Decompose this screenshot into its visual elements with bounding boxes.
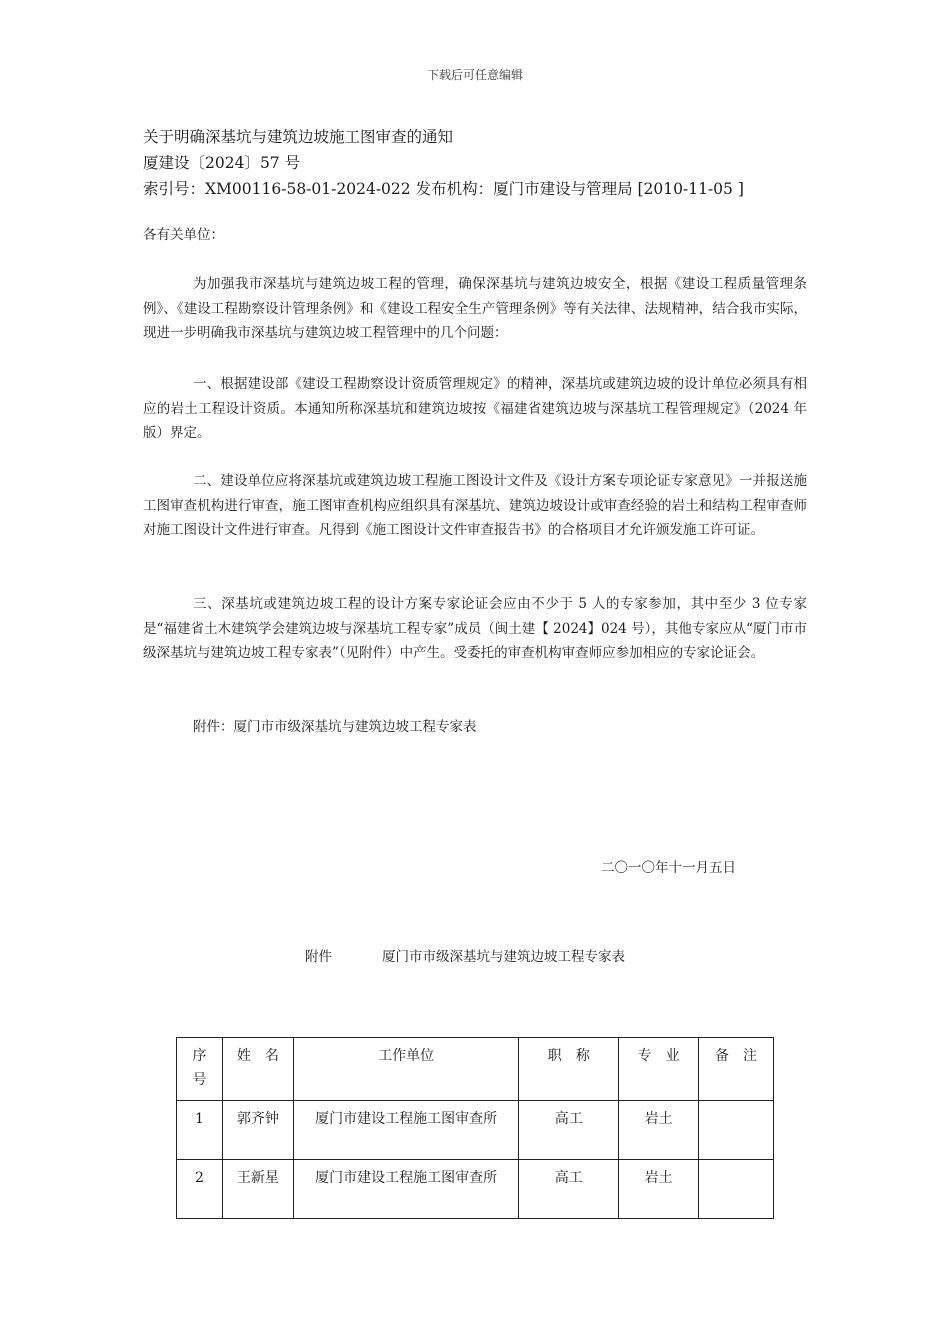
item-2-paragraph: 二、建设单位应将深基坑或建筑边坡工程施工图设计文件及《设计方案专项论证专家意见》一并报送施工图审查机构进行审查，施工图审查机构应组织具有深基坑、建筑边坡设计或审查经验的岩土和结构工程审查师对施工图设计文件进行审查。凡得到《施工图设计文件审查报告书》的合格项目才允许颁发施工许可证。 [143, 473, 807, 538]
cell-name: 王新星 [222, 1160, 293, 1219]
cell-title: 高工 [519, 1101, 619, 1160]
table-header-row [177, 1038, 774, 1101]
document-title: 关于明确深基坑与建筑边坡施工图审查的通知 [143, 128, 454, 146]
cell-unit: 厦门市建设工程施工图审查所 [293, 1160, 518, 1219]
appendix-title: 厦门市市级深基坑与建筑边坡工程专家表 [382, 949, 625, 965]
index-line: 索引号：XM00116-58-01-2024-022 发布机构：厦门市建设与管理局 [2010-11-05 ] [143, 180, 744, 198]
intro-paragraph: 为加强我市深基坑与建筑边坡工程的管理，确保深基坑与建筑边坡安全，根据《建设工程质量管理条例》、《建设工程勘察设计管理条例》和《建设工程安全生产管理条例》等有关法律、法规精神，结合我市实际，现进一步明确我市深基坑与建筑边坡工程管理中的几个问题： [143, 276, 807, 341]
appendix-label: 附件 [305, 949, 332, 965]
cell-unit: 厦门市建设工程施工图审查所 [293, 1101, 518, 1160]
document-number: 厦建设〔2024〕57 号 [143, 154, 301, 172]
header-specialty: 专 业 [619, 1038, 699, 1101]
cell-remark [699, 1160, 774, 1219]
title-block [143, 124, 823, 202]
cell-specialty: 岩土 [619, 1101, 699, 1160]
header-remark: 备 注 [699, 1038, 774, 1101]
cell-seq: 1 [177, 1101, 223, 1160]
attachment-line: 附件：厦门市市级深基坑与建筑边坡工程专家表 [193, 719, 477, 735]
table-row [177, 1101, 774, 1160]
header-seq: 序号 [177, 1038, 223, 1101]
header-name: 姓 名 [222, 1038, 293, 1101]
cell-title: 高工 [519, 1160, 619, 1219]
cell-specialty: 岩土 [619, 1160, 699, 1219]
cell-name: 郭齐钟 [222, 1101, 293, 1160]
expert-table [176, 1037, 774, 1219]
table-row [177, 1160, 774, 1219]
issue-date: 二〇一〇年十一月五日 [601, 860, 736, 876]
item-1-paragraph: 一、根据建设部《建设工程勘察设计资质管理规定》的精神，深基坑或建筑边坡的设计单位必须具有相应的岩土工程设计资质。本通知所称深基坑和建筑边坡按《福建省建筑边坡与深基坑工程管理规定》（2024 年版）界定。 [143, 376, 807, 441]
header-title: 职 称 [519, 1038, 619, 1101]
item-3-paragraph: 三、深基坑或建筑边坡工程的设计方案专家论证会应由不少于 5 人的专家参加，其中至少 3 位专家是“福建省土木建筑学会建筑边坡与深基坑工程专家”成员（闽土建【 2024】024 号），其他专家应从“厦门市市级深基坑与建筑边坡工程专家表”（见附件）中产生。受委托的审查机构审查师应参加相应的专家论证会。 [143, 596, 807, 661]
salutation: 各有关单位： [143, 227, 224, 243]
cell-remark [699, 1101, 774, 1160]
header-note: 下载后可任意编辑 [426, 68, 523, 82]
header-unit: 工作单位 [293, 1038, 518, 1101]
appendix-heading [305, 945, 625, 965]
cell-seq: 2 [177, 1160, 223, 1219]
